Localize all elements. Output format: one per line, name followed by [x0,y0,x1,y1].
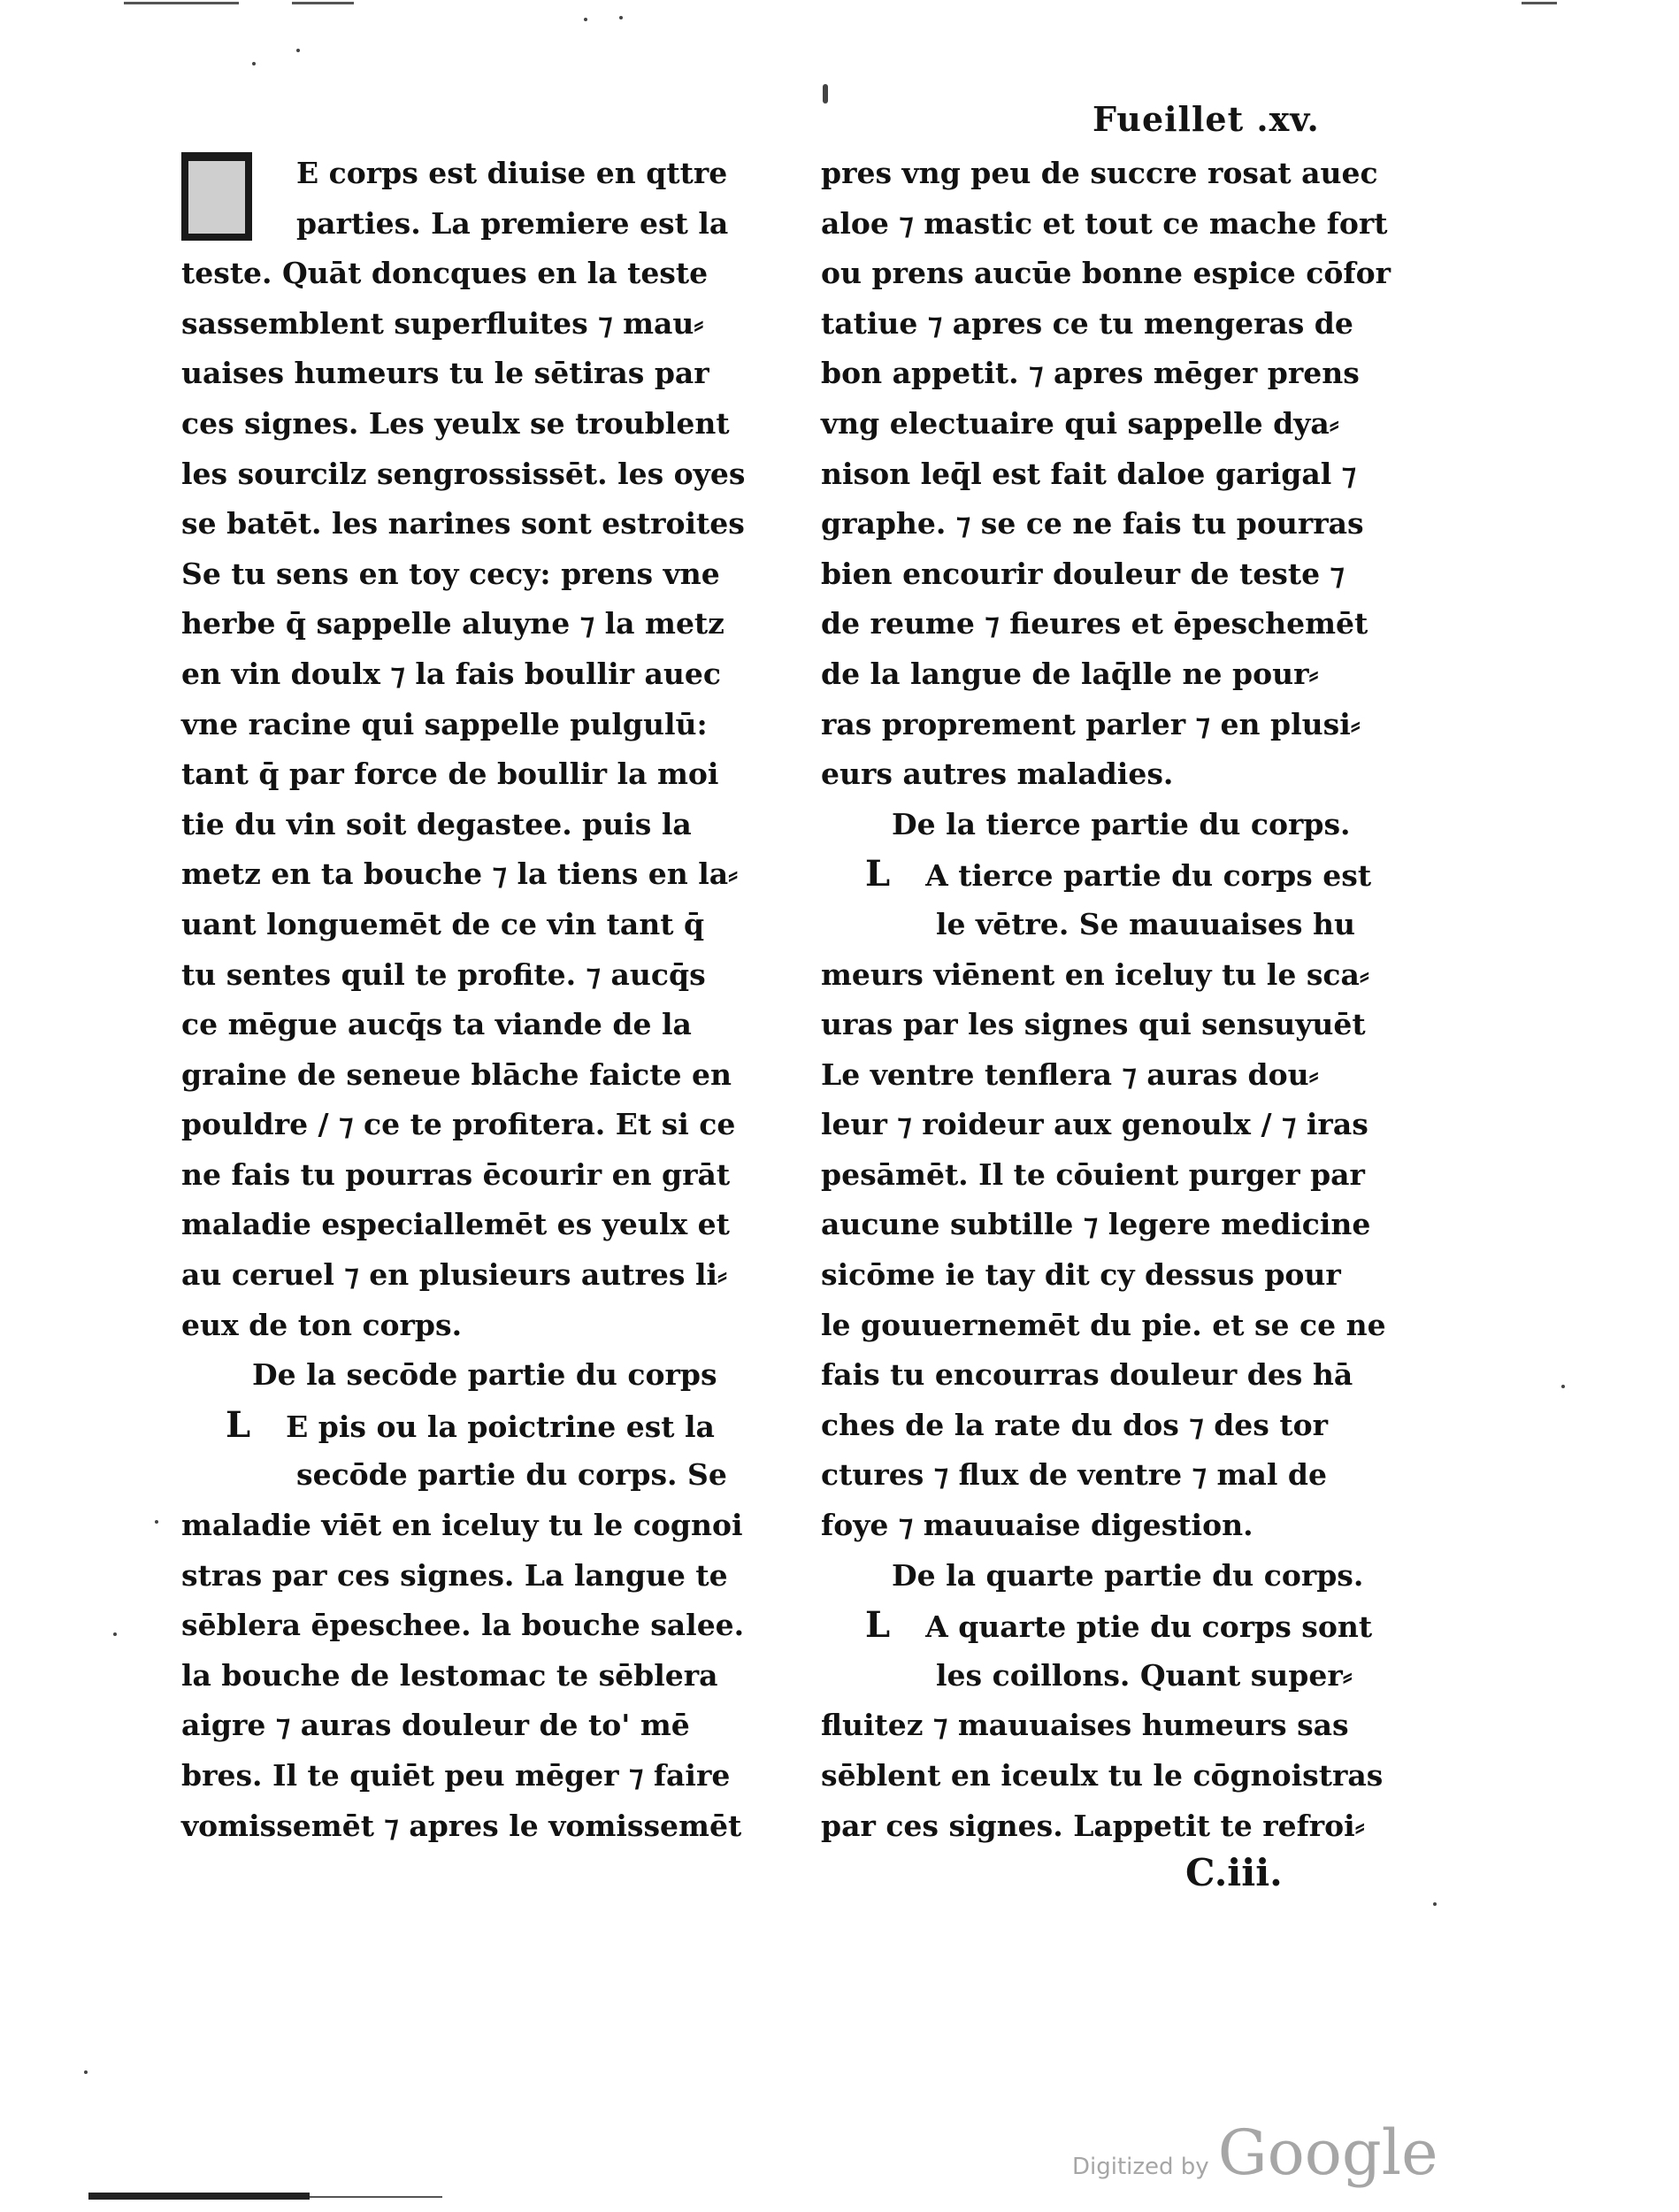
text-line: herbe q̄ sappelle aluyne ⁊ la metz [181,606,724,641]
gathering-signature: C.iii. [1185,1851,1283,1894]
text-line: tu sentes quil te profite. ⁊ aucq̄s [181,956,706,992]
text-line: les coillons. Quant super⸗ [936,1657,1353,1693]
text-line: tie du vin soit degastee. puis la [181,806,692,841]
text-line: en vin doulx ⁊ la fais boullir auec [181,656,721,691]
scan-speck [113,1632,117,1636]
bottom-scan-rule-thin [310,2196,442,2198]
text-line: teste. Quāt doncques en la teste [181,256,709,291]
text-line: meurs viēnent en iceluy tu le sca⸗ [821,956,1369,992]
text-line: vomissemēt ⁊ apres le vomissemēt [181,1808,742,1843]
digitized-watermark [1072,2116,1438,2189]
text-line: uras par les signes qui sensuyuēt [821,1007,1366,1042]
text-line: sēblent en iceulx tu le cōgnoistras [821,1758,1384,1793]
top-scan-rule-right [1522,2,1557,4]
text-line: ces signes. Les yeulx se troublent [181,405,730,441]
section-heading: De la secōde partie du corps [252,1357,717,1393]
scan-speck [1433,1902,1437,1906]
text-line: sicōme ie tay dit cy dessus pour [821,1257,1341,1293]
text-line: par ces signes. Lappetit te refroi⸗ [821,1808,1365,1843]
folio-number: Fueillet .xv. [1092,99,1320,139]
top-scan-rule-left [124,2,239,4]
text-line: pouldre / ⁊ ce te profitera. Et si ce [181,1107,736,1142]
text-line: stras par ces signes. La langue te [181,1557,728,1593]
text-line: leur ⁊ roideur aux genoulx / ⁊ iras [821,1107,1368,1142]
google-logo: Google [1217,2116,1438,2189]
text-line: nison leq̄l est fait daloe garigal ⁊ [821,456,1357,491]
section-initial: L [865,853,891,895]
text-line: A tierce partie du corps est [925,858,1372,894]
text-line: tatiue ⁊ apres ce tu mengeras de [821,305,1353,341]
scan-speck [155,1520,158,1524]
text-line: metz en ta bouche ⁊ la tiens en la⸗ [181,856,739,892]
text-line: ctures ⁊ flux de ventre ⁊ mal de [821,1457,1327,1493]
section-initial: L [865,1604,891,1647]
section-first-line [821,1601,1440,1651]
text-line: de la langue de laq̄lle ne pour⸗ [821,656,1319,691]
text-line: bien encourir douleur de teste ⁊ [821,556,1345,591]
text-line: Le ventre tenflera ⁊ auras dou⸗ [821,1056,1319,1092]
text-line: pres vng peu de succre rosat auec [821,156,1378,190]
scan-speck [823,84,828,104]
top-scan-rule-middle [292,2,354,4]
section-heading: De la quarte partie du corps. [892,1557,1364,1593]
text-line: uant longuemēt de ce vin tant q̄ [181,906,705,941]
text-line: bon appetit. ⁊ apres mēger prens [821,356,1360,391]
text-line: le gouuernemēt du pie. et se ce ne [821,1307,1386,1342]
text-line: eurs autres maladies. [821,757,1174,792]
text-line: ce mēgue aucq̄s ta viande de la [181,1007,692,1042]
text-line: eux de ton corps. [181,1307,463,1342]
text-line: le vētre. Se mauuaises hu [936,906,1355,941]
text-line: ou prens aucūe bonne espice cōfor [821,256,1391,291]
text-line: se batēt. les narines sont estroites [181,506,745,541]
scan-speck [619,16,623,19]
text-line: ne fais tu pourras ēcourir en grāt [181,1156,731,1192]
bottom-scan-rule [88,2193,310,2200]
left-column [181,149,778,1851]
section-heading: De la tierce partie du corps. [892,806,1351,841]
text-line: aloe ⁊ mastic et tout ce mache fort [821,205,1388,241]
text-line: Se tu sens en toy cecy: prens vne [181,556,720,591]
text-line: bres. Il te quiēt peu mēger ⁊ faire [181,1758,731,1793]
text-line: sēblera ēpeschee. la bouche salee. [181,1608,745,1643]
text-line: graphe. ⁊ se ce ne fais tu pourras [821,506,1364,541]
section-initial: L [226,1403,251,1446]
text-line: uaises humeurs tu le sētiras par [181,356,709,391]
text-line: maladie viēt en iceluy tu le cognoi [181,1508,743,1543]
section-first-line [181,1401,778,1451]
text-line: ches de la rate du dos ⁊ des tor [821,1407,1328,1442]
scan-speck [296,49,300,52]
text-line: foye ⁊ mauuaise digestion. [821,1508,1254,1543]
text-line: de reume ⁊ fieures et ēpeschemēt [821,606,1368,641]
text-line: aigre ⁊ auras douleur de to' mē [181,1708,690,1743]
scan-speck [1561,1385,1565,1388]
right-column [821,149,1440,1851]
text-line: secōde partie du corps. Se [296,1457,727,1493]
scan-speck [84,2070,88,2074]
watermark-prefix: Digitized by [1072,2154,1209,2180]
text-line: la bouche de lestomac te sēblera [181,1657,718,1693]
text-line: vne racine qui sappelle pulgulū: [181,706,708,741]
text-line: fais tu encourras douleur des hā [821,1357,1353,1393]
text-line: E pis ou la poictrine est la [286,1409,715,1444]
scan-speck [584,18,587,21]
text-line: les sourcilz sengrossissēt. les oyes [181,456,746,491]
section-first-line [821,849,1440,900]
text-line: E corps est diuise en qttre [296,156,728,190]
text-line: vng electuaire qui sappelle dya⸗ [821,405,1339,441]
text-line: maladie especiallemēt es yeulx et [181,1207,730,1242]
text-line: pesāmēt. Il te cōuient purger par [821,1156,1365,1192]
text-line: sassemblent superfluites ⁊ mau⸗ [181,305,704,341]
text-line: graine de seneue blāche faicte en [181,1056,732,1092]
text-line: tant q̄ par force de boullir la moi [181,757,719,792]
text-line: fluitez ⁊ mauuaises humeurs sas [821,1708,1349,1743]
text-line: parties. La premiere est la [296,205,729,241]
scan-speck [252,62,256,65]
text-line: aucune subtille ⁊ legere medicine [821,1207,1371,1242]
text-line: ras proprement parler ⁊ en plusi⸗ [821,706,1361,741]
text-line: A quarte ptie du corps sont [925,1609,1373,1645]
text-line: au ceruel ⁊ en plusieurs autres li⸗ [181,1257,728,1293]
